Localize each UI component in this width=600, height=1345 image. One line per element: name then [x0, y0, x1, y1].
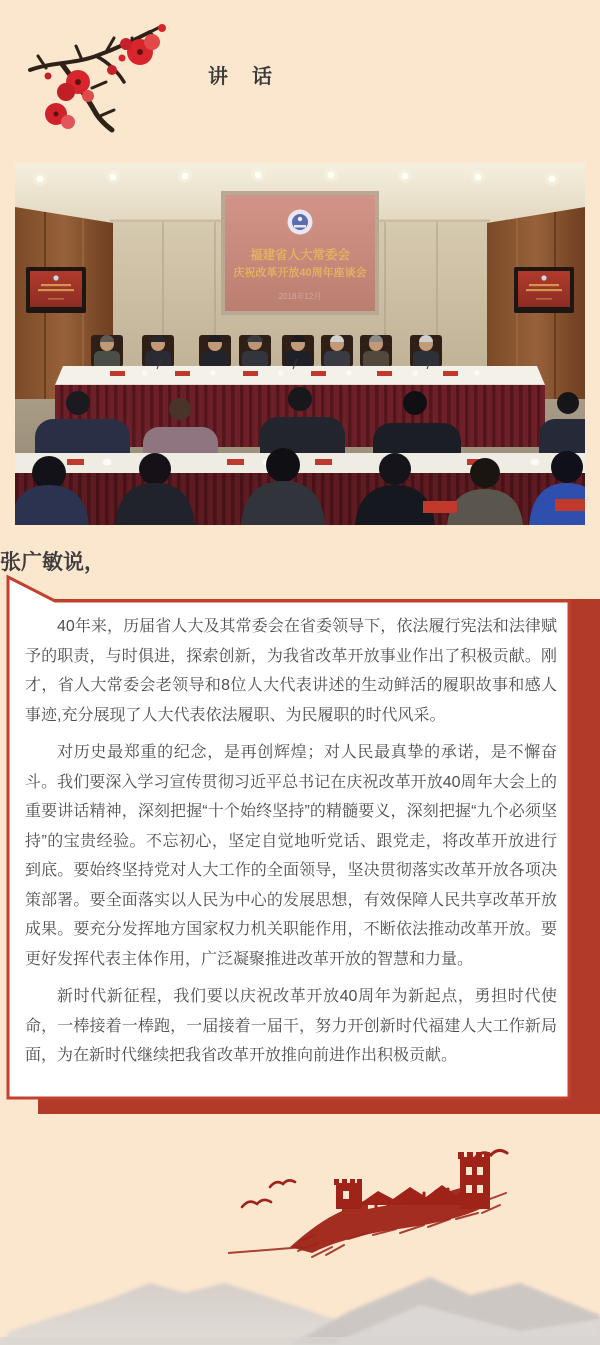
- tv-screen-left: [26, 267, 86, 313]
- quote-paragraph-1: 40年来，历届省人大及其常委会在省委领导下，依法履行宪法和法律赋予的职责，与时俱进，探索创新，为我省改革开放事业作出了积极贡献。刚才，省人大常委会老领导和8位人大代表讲述的生动鲜活的履职故事和感人事迹,充分展现了人大代表依法履职、为民履职的时代风采。: [25, 618, 557, 724]
- quote-paragraph-3: 新时代新征程，我们要以庆祝改革开放40周年为新起点，勇担时代使命，一棒接着一棒跑，一届接着一届干，努力开创新时代福建人大工作新局面，为在新时代继续把我省改革开放推向前进作出积极贡献。: [25, 988, 557, 1064]
- screen-title-line1: 福建省人大常委会: [249, 248, 351, 262]
- meeting-room-scene: [15, 163, 585, 525]
- plum-blossom-icon: [22, 18, 182, 138]
- meeting-photo[interactable]: [15, 163, 585, 525]
- head-table-delegates: [91, 335, 442, 371]
- tv-screen-right: [514, 267, 574, 313]
- mountain-silhouette-icon: [0, 1253, 600, 1345]
- screen-title-line2: 庆祝改革开放40周年座谈会: [233, 267, 367, 279]
- page-title: 讲 话: [208, 66, 274, 88]
- npc-emblem-icon: [288, 210, 313, 235]
- screen-date: 2018年12月: [278, 292, 322, 301]
- speaker-lead-in: 张广敏说，: [0, 551, 105, 574]
- quote-paragraph-2: 对历史最郑重的纪念，是再创辉煌；对人民最真挚的承诺，是不懈奋斗。我们要深入学习宣传贯彻习近平总书记在庆祝改革开放40周年大会上的重要讲话精神，深刻把握“十个始终坚持”的精髓要义，深刻把握“九个必须坚持”的宝贵经验。不忘初心，坚定自觉地听党话、跟党走，将改革开放进行到底。要始终坚持党对人大工作的全面领导，坚决贯彻落实改革开放各项决策部署。要全面落实以人民为中心的发展思想，有效保障人民共享改革开放成果。要充分发挥地方国家权力机关职能作用，不断依法推动改革开放。要更好发挥代表主体作用，广泛凝聚推进改革开放的智慧和力量。: [25, 744, 557, 968]
- quote-text: [25, 612, 557, 1079]
- great-wall-icon: [228, 1143, 513, 1261]
- quote-block: [0, 572, 600, 1120]
- projector-screen: [221, 191, 379, 315]
